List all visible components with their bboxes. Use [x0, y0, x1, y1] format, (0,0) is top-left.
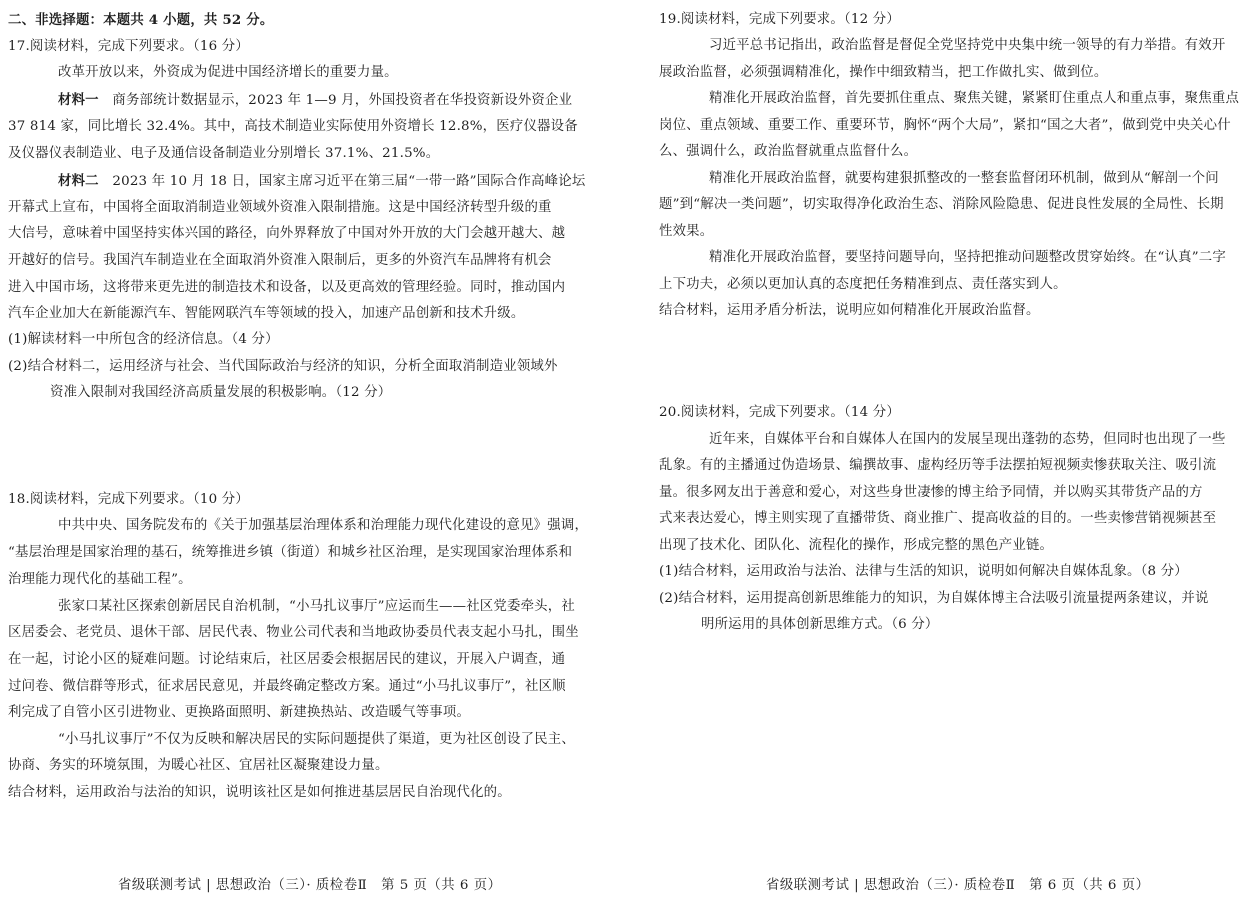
page-footer: 省级联测考试 | 思想政治（三）· 质检卷Ⅱ 第 6 页（共 6 页）: [766, 878, 1150, 893]
material-2-label: 材料二: [58, 173, 99, 189]
page-footer: 省级联测考试 | 思想政治（三）· 质检卷Ⅱ 第 5 页（共 6 页）: [118, 878, 502, 893]
q19-paragraph-line: 岗位、重点领域、重要工作、重要环节，胸怀“两个大局”，紧扣“国之大者”，做到党中央关心什: [659, 118, 1231, 133]
q20-prompt: 20.阅读材料，完成下列要求。（14 分）: [659, 405, 900, 420]
q20-sub-question-2: (2)结合材料，运用提高创新思维能力的知识，为自媒体博主合法吸引流量提两条建议，并说: [659, 591, 1209, 606]
q17-material-2-line: [58, 172, 585, 191]
q19-paragraph-line: 习近平总书记指出，政治监督是督促全党坚持党中央集中统一领导的有力举措。有效开: [709, 38, 1226, 53]
q20-sub-question-1: (1)结合材料，运用政治与法治、法律与生活的知识，说明如何解决自媒体乱象。（8 分）: [659, 564, 1188, 579]
q17-material-2-line: 开越好的信号。我国汽车制造业在全面取消外资准入限制后，更多的外资汽车品牌将有机会: [8, 253, 552, 268]
exam-page-6: [640, 0, 1249, 900]
q18-paragraph-line: 张家口某社区探索创新居民自治机制，“小马扎议事厅”应运而生——社区党委牵头，社: [58, 599, 575, 614]
q17-sub-question-1: (1)解读材料一中所包含的经济信息。（4 分）: [8, 332, 279, 347]
section-header: 二、非选择题：本题共 4 小题，共 52 分。: [8, 12, 274, 28]
q19-paragraph-line: 精准化开展政治监督，要坚持问题导向，坚持把推动问题整改贯穿始终。在“认真”二字: [709, 250, 1226, 265]
q19-paragraph-line: 精准化开展政治监督，就要构建狠抓整改的一整套监督闭环机制，做到从“解剖一个问: [709, 171, 1219, 186]
q20-paragraph-line: 乱象。有的主播通过伪造场景、编撰故事、虚构经历等手法摆拍短视频卖惨获取关注、吸引流: [659, 458, 1217, 473]
q18-paragraph-line: 协商、务实的环境氛围，为暖心社区、宜居社区凝聚建设力量。: [8, 758, 389, 773]
q17-material-1-line: 37 814 家，同比增长 32.4%。其中，高技术制造业实际使用外资增长 12.8%，医疗仪器设备: [8, 119, 578, 134]
exam-page-5: [0, 0, 622, 900]
q20-paragraph-line: 量。很多网友出于善意和爱心，对这些身世凄惨的博主给予同情，并以购买其带货产品的方: [659, 485, 1203, 500]
q17-intro: 改革开放以来，外资成为促进中国经济增长的重要力量。: [58, 65, 398, 80]
q17-material-2-line: 开幕式上宣布，中国将全面取消制造业领域外资准入限制措施。这是中国经济转型升级的重: [8, 200, 552, 215]
q19-paragraph-line: 展政治监督，必须强调精准化，操作中细致精当，把工作做扎实、做到位。: [659, 65, 1108, 80]
q18-paragraph-line: “小马扎议事厅”不仅为反映和解决居民的实际问题提供了渠道，更为社区创设了民主、: [58, 732, 575, 747]
q20-sub-question-2-cont: 明所运用的具体创新思维方式。（6 分）: [701, 617, 939, 632]
q18-paragraph-line: “基层治理是国家治理的基石，统筹推进乡镇（街道）和城乡社区治理，是实现国家治理体系和: [8, 545, 573, 560]
q18-paragraph-line: 治理能力现代化的基础工程”。: [8, 572, 192, 587]
q17-material-2-line: 汽车企业加大在新能源汽车、智能网联汽车等领域的投入，加速产品创新和技术升级。: [8, 306, 525, 321]
q17-sub-question-2: (2)结合材料二，运用经济与社会、当代国际政治与经济的知识，分析全面取消制造业领域外: [8, 359, 558, 374]
q19-paragraph-line: 精准化开展政治监督，首先要抓住重点、聚焦关键，紧紧盯住重点人和重点事，聚焦重点: [709, 91, 1240, 106]
q20-paragraph-line: 近年来，自媒体平台和自媒体人在国内的发展呈现出蓬勃的态势，但同时也出现了一些: [709, 432, 1226, 447]
q17-material-1-line: [58, 91, 572, 110]
material-1-label: 材料一: [58, 92, 99, 108]
q19-paragraph-line: 么、强调什么，政治监督就重点监督什么。: [659, 144, 918, 159]
q18-paragraph-line: 利完成了自管小区引进物业、更换路面照明、新建换热站、改造暖气等事项。: [8, 705, 471, 720]
q18-prompt: 18.阅读材料，完成下列要求。（10 分）: [8, 492, 249, 507]
material-2-text: 2023 年 10 月 18 日，国家主席习近平在第三届“一带一路”国际合作高峰论坛: [112, 174, 586, 189]
q19-paragraph-line: 上下功夫，必须以更加认真的态度把任务精准到点、责任落实到人。: [659, 277, 1067, 292]
q17-material-2-line: 大信号，意味着中国坚持实体兴国的路径，向外界释放了中国对外开放的大门会越开越大、越: [8, 226, 566, 241]
q18-paragraph-line: 过问卷、微信群等形式，征求居民意见，并最终确定整改方案。通过“小马扎议事厅”，社区顺: [8, 679, 566, 694]
q18-paragraph-line: 区居委会、老党员、退休干部、居民代表、物业公司代表和当地政协委员代表支起小马扎，围坐: [8, 625, 579, 640]
q17-sub-question-2-cont: 资准入限制对我国经济高质量发展的积极影响。（12 分）: [50, 385, 392, 400]
q17-prompt: 17.阅读材料，完成下列要求。（16 分）: [8, 39, 249, 54]
q19-prompt: 19.阅读材料，完成下列要求。（12 分）: [659, 12, 900, 27]
material-1-text: 商务部统计数据显示，2023 年 1—9 月，外国投资者在华投资新设外资企业: [112, 93, 573, 108]
q17-material-1-line: 及仪器仪表制造业、电子及通信设备制造业分别增长 37.1%、21.5%。: [8, 146, 440, 161]
q18-paragraph-line: 中共中央、国务院发布的《关于加强基层治理体系和治理能力现代化建设的意见》强调，: [58, 518, 589, 533]
q19-task: 结合材料，运用矛盾分析法，说明应如何精准化开展政治监督。: [659, 303, 1040, 318]
q19-paragraph-line: 题”到“解决一类问题”，切实取得净化政治生态、消除风险隐患、促进良性发展的全局性、长期: [659, 197, 1224, 212]
q20-paragraph-line: 式来表达爱心，博主则实现了直播带货、商业推广、提高收益的目的。一些卖惨营销视频甚至: [659, 511, 1217, 526]
q17-material-2-line: 进入中国市场，这将带来更先进的制造技术和设备，以及更高效的管理经验。同时，推动国内: [8, 280, 566, 295]
q19-paragraph-line: 性效果。: [659, 224, 714, 239]
q18-paragraph-line: 在一起，讨论小区的疑难问题。讨论结束后，社区居委会根据居民的建议，开展入户调查，通: [8, 652, 566, 667]
q18-task: 结合材料，运用政治与法治的知识，说明该社区是如何推进基层居民自治现代化的。: [8, 785, 511, 800]
q20-paragraph-line: 出现了技术化、团队化、流程化的操作，形成完整的黑色产业链。: [659, 538, 1054, 553]
